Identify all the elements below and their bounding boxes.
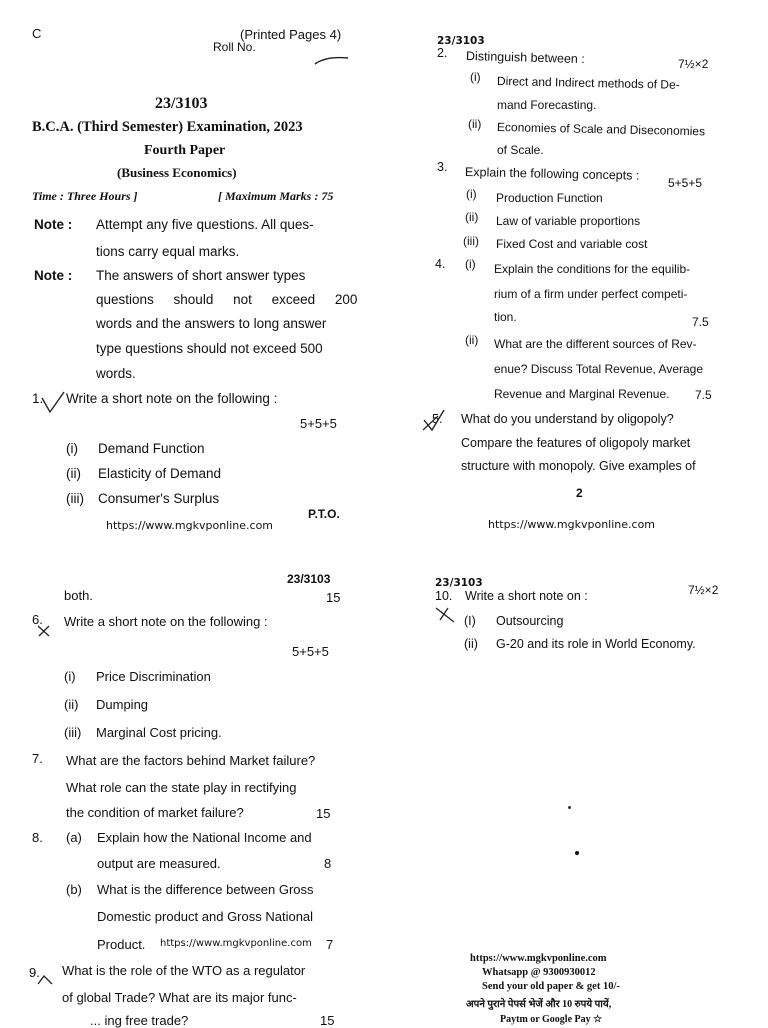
note-label: Note : (34, 217, 73, 232)
list-item-number: (ii) (64, 697, 79, 712)
question-text: both. (64, 588, 93, 603)
exam-title: B.C.A. (Third Semester) Examination, 2023 (32, 119, 303, 135)
question-text: What is the role of the WTO as a regulator (62, 963, 306, 978)
list-item-number: (i) (66, 441, 78, 456)
list-item: Production Function (496, 191, 603, 205)
question-text: What do you understand by oligopoly? (461, 412, 674, 426)
tick-mark-icon (38, 390, 68, 416)
question-number: 3. (437, 160, 448, 174)
question-number: 6. (32, 612, 43, 627)
pen-stroke-icon (312, 54, 352, 68)
paper-code: 23/3103 (155, 95, 208, 112)
list-item: Price Discrimination (96, 669, 211, 684)
pto-label: P.T.O. (308, 507, 340, 521)
list-item-number: (ii) (465, 210, 479, 224)
question-text: of global Trade? What are its major func- (62, 990, 297, 1005)
question-marks: 8 (324, 856, 332, 871)
promo-whatsapp: Whatsapp @ 9300930012 (482, 967, 596, 978)
question-marks: 7 (326, 937, 334, 952)
list-item: G-20 and its role in World Economy. (496, 637, 696, 651)
note-text: Attempt any five questions. All ques- (96, 217, 314, 232)
list-item: Direct and Indirect methods of De- (496, 74, 680, 92)
list-item: Marginal Cost pricing. (96, 725, 222, 740)
paper-code: 23/3103 (435, 577, 483, 589)
question-text: What are the factors behind Market failure? (66, 753, 316, 768)
printed-pages: (Printed Pages 4) (240, 27, 342, 42)
maximum-marks: [ Maximum Marks : 75 (218, 189, 334, 203)
list-item-number: (b) (66, 882, 82, 897)
note-text: questions should not exceed 200 (96, 292, 358, 307)
list-item: rium of a firm under perfect competi- (494, 287, 688, 301)
list-item-number: (i) (64, 669, 76, 684)
question-marks: 7.5 (695, 388, 712, 402)
question-number: 4. (435, 257, 446, 271)
paper-number: Fourth Paper (144, 143, 226, 158)
question-text: Explain the following concepts : (464, 165, 640, 183)
question-text: Write a short note on the following : (66, 391, 278, 406)
question-text: structure with monopoly. Give examples of (461, 459, 696, 473)
question-number: 7. (32, 751, 43, 766)
website-link[interactable]: https://www.mgkvponline.com (488, 518, 656, 531)
note-text: tions carry equal marks. (96, 244, 240, 259)
list-item: Explain the conditions for the equilib- (494, 262, 691, 276)
promo-hindi-text: अपने पुराने पेपर्स भेजें और 10 रुपये पायें, (466, 999, 612, 1010)
list-item: Law of variable proportions (496, 214, 641, 228)
list-item: Economies of Scale and Diseconomies (496, 120, 706, 139)
cross-mark-icon (434, 606, 456, 624)
question-text: the condition of market failure? (66, 805, 244, 820)
question-number: 10. (435, 589, 453, 603)
question-marks: 5+5+5 (668, 176, 703, 190)
exam-time: Time : Three Hours ] (32, 189, 138, 203)
list-item-number: (ii) (66, 466, 81, 481)
list-item: tion. (494, 310, 517, 324)
list-item: What are the different sources of Rev- (494, 337, 697, 351)
question-number: 2. (437, 46, 448, 60)
page-number: 2 (576, 486, 583, 500)
question-number: 9. (29, 965, 40, 980)
list-item-number: (ii) (464, 637, 478, 651)
question-marks: 15 (320, 1013, 335, 1028)
list-item: What is the difference between Gross (97, 882, 314, 897)
list-item: Revenue and Marginal Revenue. (494, 387, 670, 401)
list-item-number: (iii) (66, 491, 84, 506)
question-text: Compare the features of oligopoly market (461, 436, 691, 450)
promo-payment: Paytm or Google Pay ☆ (500, 1014, 603, 1025)
list-item: Domestic product and Gross National (97, 909, 314, 924)
list-item-number: (i) (465, 257, 476, 271)
website-link[interactable]: https://www.mgkvponline.com (106, 519, 274, 532)
note-label: Note : (34, 268, 73, 283)
subject-name: (Business Economics) (117, 165, 237, 180)
list-item-number: (ii) (465, 333, 479, 347)
question-text: What role can the state play in rectifying (66, 780, 297, 795)
question-marks: 5+5+5 (292, 644, 329, 659)
list-item: output are measured. (97, 856, 221, 871)
page-corner-mark: C (32, 26, 42, 41)
website-link[interactable]: https://www.mgkvponline.com (160, 938, 312, 949)
question-text: Write a short note on the following : (64, 614, 268, 629)
speck-mark (575, 851, 579, 855)
tick-mark-icon (420, 408, 446, 434)
note-text: words. (96, 366, 136, 381)
paper-code: 23/3103 (287, 572, 331, 586)
roll-no-label: Roll No. (213, 40, 256, 54)
list-item-number: (ii) (468, 117, 482, 131)
list-item: Demand Function (98, 441, 205, 456)
paper-code: 23/3103 (437, 35, 485, 47)
list-item-number: (I) (464, 614, 476, 628)
question-text: ... ing free trade? (90, 1013, 189, 1028)
list-item: Fixed Cost and variable cost (496, 237, 648, 251)
promo-offer: Send your old paper & get 10/- (482, 981, 620, 992)
list-item-number: (i) (470, 70, 481, 84)
list-item: Elasticity of Demand (98, 466, 222, 481)
list-item: Product. (97, 937, 146, 952)
question-marks: 15 (326, 590, 341, 605)
question-marks: 7.5 (692, 315, 709, 329)
question-number: 8. (32, 830, 43, 845)
question-number: 1. (32, 391, 44, 406)
list-item: Explain how the National Income and (97, 830, 312, 845)
question-marks: 15 (316, 806, 331, 821)
tick-mark-icon (36, 972, 54, 988)
question-marks: 5+5+5 (300, 416, 337, 431)
promo-url[interactable]: https://www.mgkvponline.com (470, 953, 607, 964)
note-text: The answers of short answer types (96, 268, 306, 283)
speck-mark (568, 806, 571, 809)
list-item-number: (iii) (463, 234, 479, 248)
question-marks: 7½×2 (678, 57, 709, 71)
note-text: words and the answers to long answer (96, 316, 327, 331)
question-text: Distinguish between : (465, 49, 585, 67)
cross-mark-icon (36, 624, 52, 638)
list-item: of Scale. (497, 143, 544, 157)
list-item-number: (a) (66, 830, 82, 845)
list-item: enue? Discuss Total Revenue, Average (494, 362, 704, 376)
list-item: Dumping (96, 697, 149, 712)
list-item: mand Forecasting. (497, 98, 597, 112)
question-text: Write a short note on : (465, 589, 588, 603)
note-text: type questions should not exceed 500 (96, 341, 323, 356)
question-number: 5. (432, 412, 443, 426)
list-item-number: (iii) (64, 725, 82, 740)
list-item-number: (i) (466, 187, 477, 201)
question-marks: 7½×2 (688, 583, 719, 597)
list-item: Outsourcing (496, 614, 564, 628)
list-item: Consumer's Surplus (98, 491, 220, 506)
